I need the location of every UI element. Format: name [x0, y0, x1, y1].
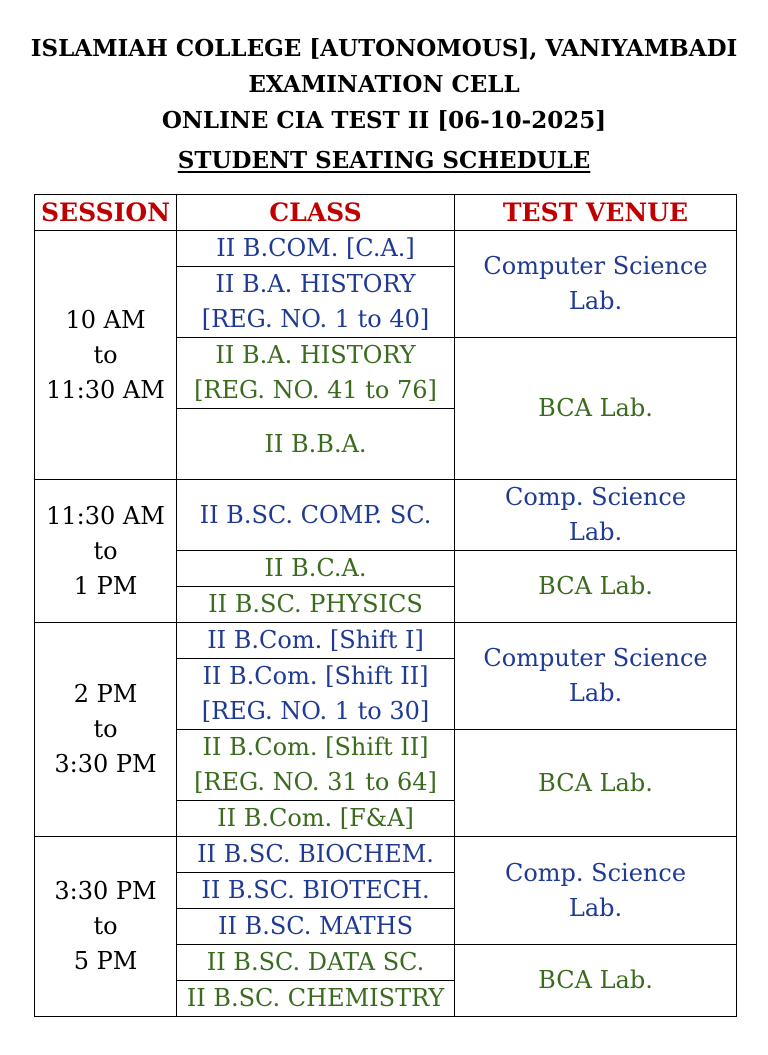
venue-cell: BCA Lab. — [455, 730, 737, 837]
session-time-cell — [35, 231, 177, 480]
class-cell: II B.SC. CHEMISTRY — [177, 981, 455, 1017]
table-header-row — [35, 195, 737, 231]
session-time-line: 2 PM — [73, 680, 138, 708]
session-time-line: 1 PM — [73, 571, 138, 600]
class-cell: II B.SC. BIOTECH. — [177, 873, 455, 909]
session-time-cell — [35, 837, 177, 1017]
header-venue: TEST VENUE — [455, 195, 737, 231]
table-row — [35, 480, 737, 551]
venue-cell: Comp. Science Lab. — [455, 837, 737, 945]
class-cell: II B.Com. [Shift I] — [177, 623, 455, 659]
exam-cell-title: EXAMINATION CELL — [248, 71, 520, 98]
venue-cell: BCA Lab. — [455, 551, 737, 623]
venue-cell: Comp. Science Lab. — [455, 480, 737, 551]
class-cell: II B.Com. [Shift II] [REG. NO. 1 to 30] — [177, 659, 455, 730]
session-time-line: to — [93, 340, 118, 369]
class-cell: II B.SC. MATHS — [177, 909, 455, 945]
session-time-line: to — [93, 912, 118, 940]
class-cell: II B.Com. [F&A] — [177, 801, 455, 837]
table-row — [35, 623, 737, 659]
session-time-cell — [35, 480, 177, 623]
class-cell: II B.COM. [C.A.] — [177, 231, 455, 267]
session-time-line: 3:30 PM — [54, 877, 157, 905]
session-time-cell — [35, 623, 177, 837]
header-class: CLASS — [177, 195, 455, 231]
college-name: ISLAMIAH COLLEGE [AUTONOMOUS], VANIYAMBADI — [30, 35, 738, 62]
class-cell: II B.B.A. — [177, 409, 455, 480]
seating-schedule-table — [34, 194, 737, 1017]
class-cell: II B.C.A. — [177, 551, 455, 587]
venue-cell: Computer Science Lab. — [455, 623, 737, 730]
table-row — [35, 837, 737, 873]
session-time-line: 10 AM — [65, 305, 146, 334]
class-cell: II B.SC. BIOCHEM. — [177, 837, 455, 873]
header-session: SESSION — [35, 195, 177, 231]
class-cell: II B.A. HISTORY [REG. NO. 41 to 76] — [177, 338, 455, 409]
session-time-line: to — [93, 536, 118, 565]
session-time-line: 11:30 AM — [46, 375, 165, 404]
class-cell: II B.SC. COMP. SC. — [177, 480, 455, 551]
test-title: ONLINE CIA TEST II [06-10-2025] — [161, 107, 607, 134]
session-time-line: to — [93, 715, 118, 743]
session-time-line: 5 PM — [73, 947, 138, 975]
class-cell: II B.SC. DATA SC. — [177, 945, 455, 981]
class-cell: II B.SC. PHYSICS — [177, 587, 455, 623]
venue-cell: BCA Lab. — [455, 945, 737, 1017]
schedule-subtitle: STUDENT SEATING SCHEDULE — [177, 147, 591, 174]
table-row — [35, 231, 737, 267]
class-cell: II B.A. HISTORY [REG. NO. 1 to 40] — [177, 267, 455, 338]
venue-cell: BCA Lab. — [455, 338, 737, 480]
venue-cell: Computer Science Lab. — [455, 231, 737, 338]
session-time-line: 11:30 AM — [46, 501, 165, 530]
class-cell: II B.Com. [Shift II] [REG. NO. 31 to 64] — [177, 730, 455, 801]
session-time-line: 3:30 PM — [54, 750, 157, 778]
